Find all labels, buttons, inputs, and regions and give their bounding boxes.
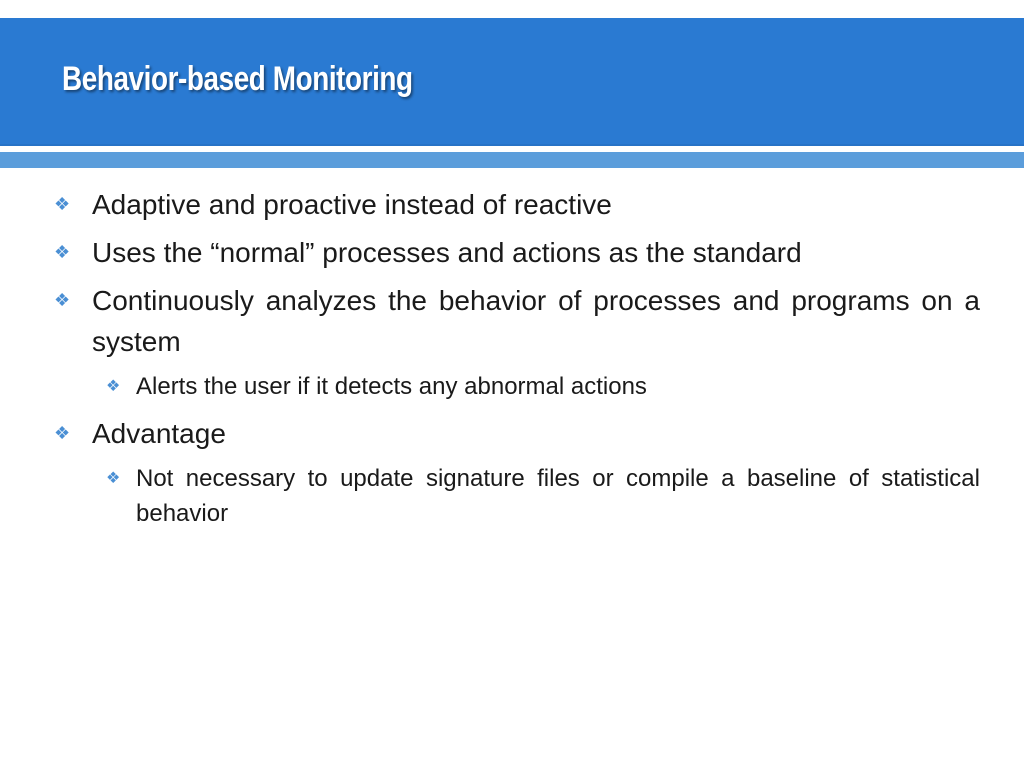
diamond-bullet-icon: ❖ bbox=[106, 470, 121, 487]
divider-blue bbox=[0, 152, 1024, 168]
bullet-text: Adaptive and proactive instead of reactive bbox=[92, 189, 612, 220]
sub-bullet-item bbox=[54, 369, 980, 404]
bullet-item bbox=[54, 184, 980, 225]
diamond-bullet-icon: ❖ bbox=[54, 423, 71, 443]
bullet-item bbox=[54, 413, 980, 454]
bullet-text: Uses the “normal” processes and actions as the standard bbox=[92, 237, 802, 268]
top-strip bbox=[0, 0, 1024, 18]
bullet-item bbox=[54, 280, 980, 362]
diamond-bullet-icon: ❖ bbox=[54, 290, 71, 310]
bullet-item bbox=[54, 232, 980, 273]
sub-bullet-text: Alerts the user if it detects any abnormal actions bbox=[136, 373, 647, 400]
slide-title: Behavior-based Monitoring bbox=[62, 60, 413, 98]
bullet-list bbox=[54, 184, 980, 540]
bullet-text: Continuously analyzes the behavior of processes and programs on a system bbox=[92, 285, 980, 357]
bullet-text: Advantage bbox=[92, 418, 226, 449]
diamond-bullet-icon: ❖ bbox=[54, 242, 71, 262]
diamond-bullet-icon: ❖ bbox=[54, 194, 71, 214]
sub-bullet-item bbox=[54, 461, 980, 531]
sub-bullet-text: Not necessary to update signature files or compile a baseline of statistical behavior bbox=[136, 465, 980, 527]
diamond-bullet-icon: ❖ bbox=[106, 378, 121, 395]
